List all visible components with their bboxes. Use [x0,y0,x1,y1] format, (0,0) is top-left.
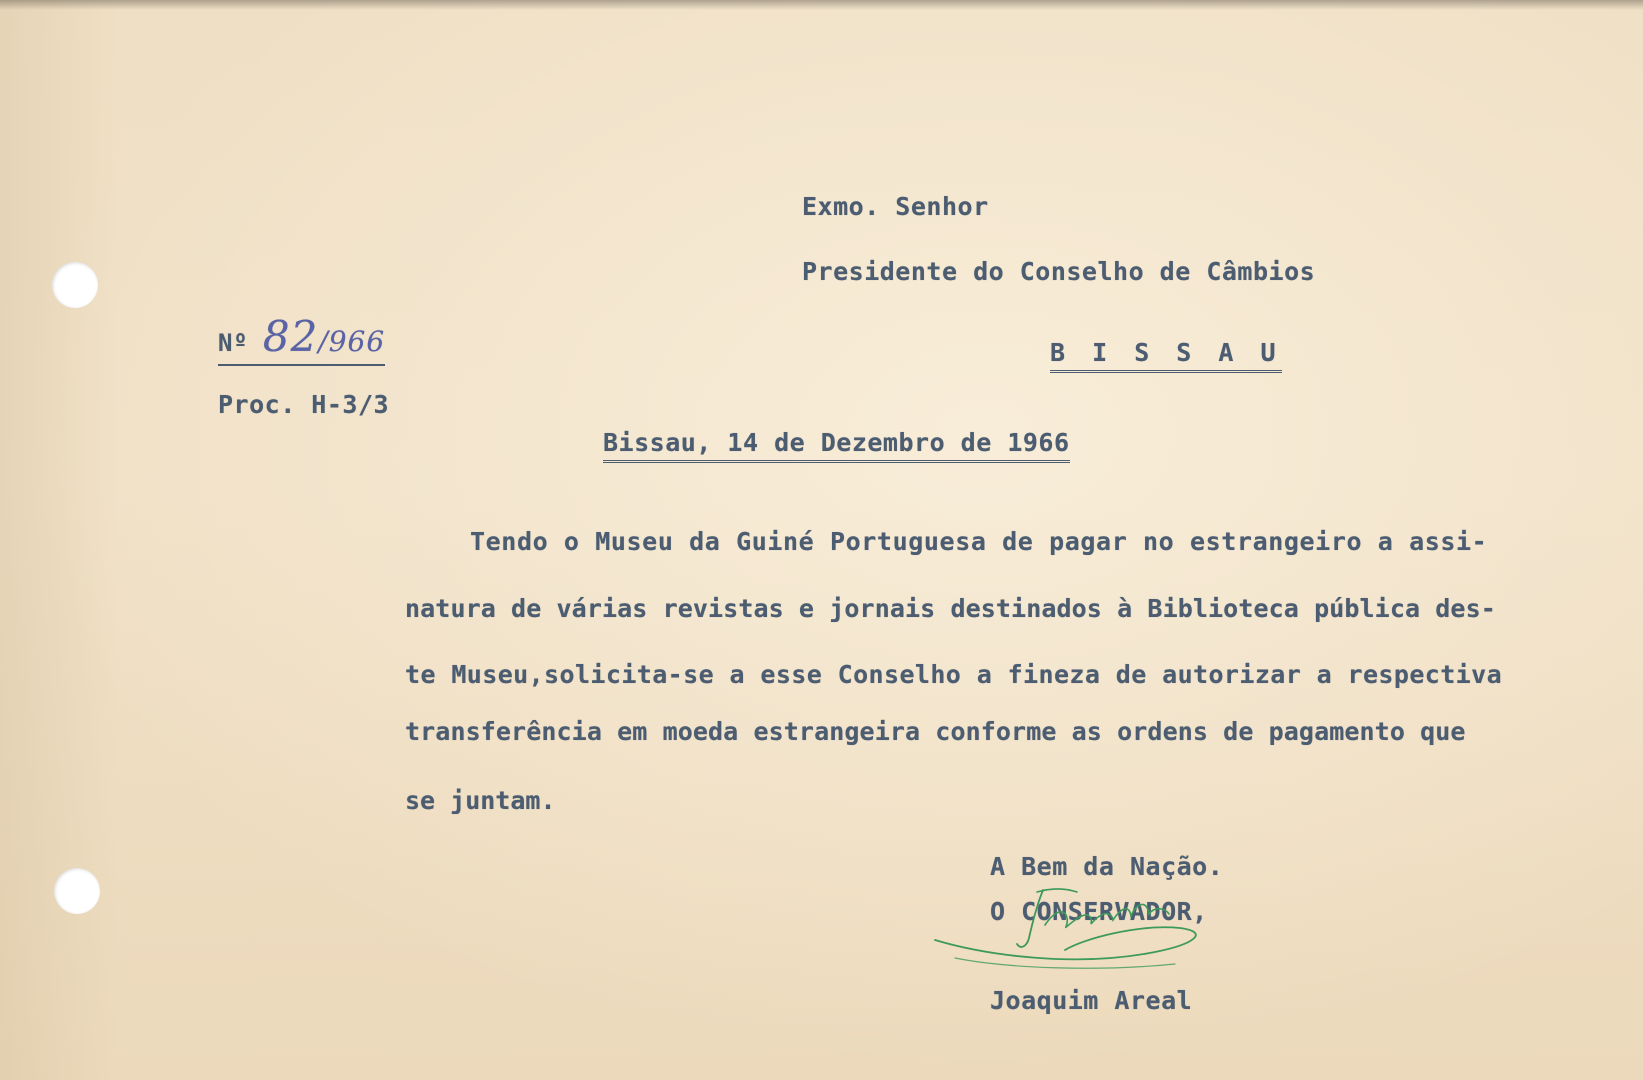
body-line-5: se juntam. [405,786,556,815]
punch-hole-top [52,262,98,308]
addressee-salutation: Exmo. Senhor [802,192,989,221]
body-line-2: natura de várias revistas e jornais destinados à Biblioteca pública des- [405,594,1496,623]
closing-role: O CONSERVADOR, [990,897,1208,926]
handwritten-signature [925,880,1245,1000]
addressee-title: Presidente do Conselho de Câmbios [802,257,1316,286]
date-line-text: Bissau, 14 de Dezembro de 1966 [603,428,1070,457]
reference-number-handwritten: 82 [262,312,319,361]
reference-process: Proc. H-3/3 [218,390,390,419]
body-line-3: te Museu,solicita-se a esse Conselho a fineza de autorizar a respectiva [405,660,1503,689]
closing-signatory: Joaquim Areal [990,986,1193,1015]
reference-number-year: /966 [318,325,386,358]
reference-number-prefix: Nº [218,329,248,357]
body-line-4: transferência em moeda estrangeira conforme as ordens de pagamento que [405,717,1466,746]
addressee-city [1050,338,1282,373]
body-line-1: Tendo o Museu da Guiné Portuguesa de pagar no estrangeiro a assi- [470,527,1488,556]
closing-formula: A Bem da Nação. [990,852,1224,881]
addressee-city-text: B I S S A U [1050,338,1282,367]
date-line [603,428,1070,463]
reference-number [218,312,385,366]
punch-hole-bottom [54,868,100,914]
